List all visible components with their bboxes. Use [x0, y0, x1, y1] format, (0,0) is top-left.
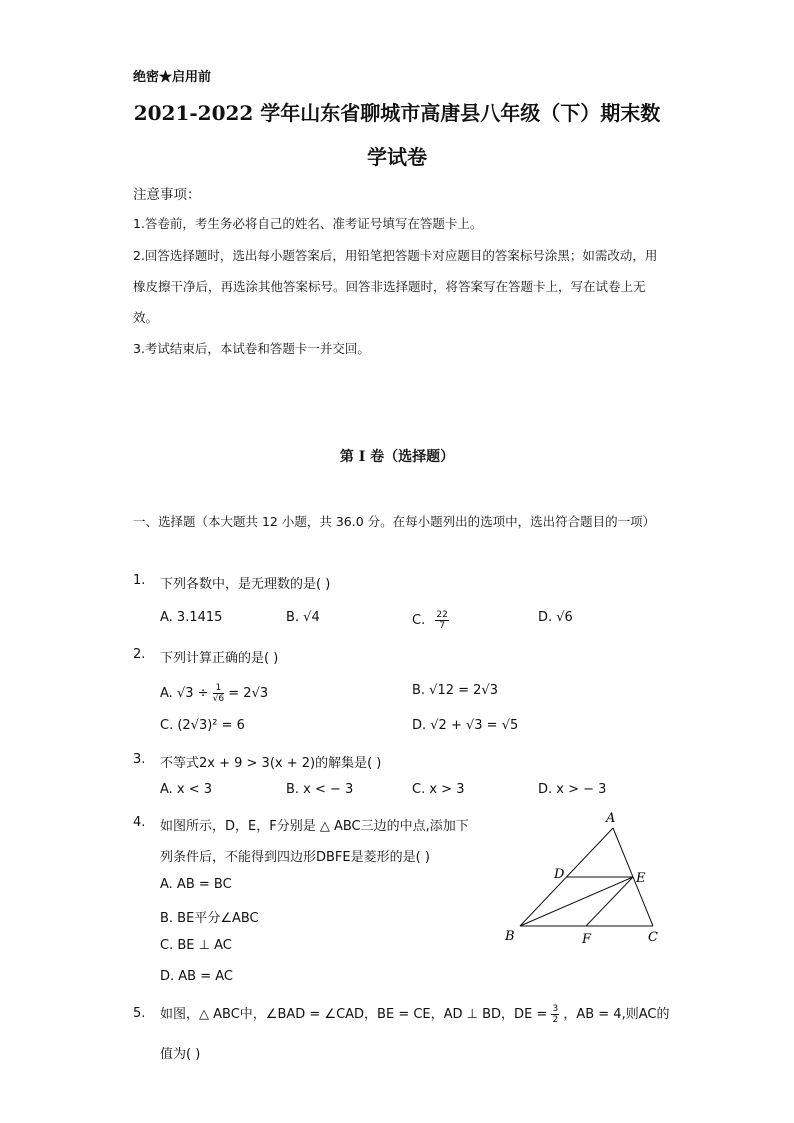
q2-option-a-expr1: √3 ÷ [176, 686, 209, 701]
q2-option-a-denominator: √6 [212, 694, 225, 704]
q5-number: 5. [133, 1006, 146, 1021]
q2-option-c: C. (2√3)² = 6 [160, 718, 245, 733]
label-f: F [582, 932, 592, 947]
q4-text-line2: 列条件后，不能得到四边形DBFE是菱形的是( ) [160, 850, 430, 865]
secret-label: 绝密★启用前 [133, 70, 212, 85]
q5-text-part-b: ，AB = 4,则AC的 [563, 1007, 670, 1022]
notice-item-3: 3.考试结束后，本试卷和答题卡一并交回。 [133, 341, 370, 356]
q2-option-a-label: A. [160, 686, 173, 701]
segment-fe [586, 877, 633, 926]
label-a: A [606, 811, 616, 826]
q5-text-line2: 值为( ) [160, 1047, 201, 1062]
q2-option-d: D. √2 + √3 = √5 [412, 718, 519, 733]
q3-number: 3. [133, 752, 146, 767]
q1-option-b: B. √4 [286, 610, 320, 625]
q1-option-c-label: C. [412, 613, 426, 628]
q3-option-c: C. x > 3 [412, 782, 465, 797]
notice-heading: 注意事项： [133, 187, 201, 203]
q3-option-b: B. x < − 3 [286, 782, 354, 797]
q4-option-a: A. AB = BC [160, 877, 232, 892]
triangle-figure [498, 808, 668, 948]
q1-option-c-numerator: 22 [436, 610, 448, 620]
q3-option-a: A. x < 3 [160, 782, 213, 797]
q1-option-a: A. 3.1415 [160, 610, 223, 625]
q2-text: 下列计算正确的是( ) [160, 651, 279, 666]
q1-option-c-denominator: 7 [439, 621, 445, 631]
q2-option-a-numerator: 1 [213, 683, 224, 694]
q1-text: 下列各数中，是无理数的是( ) [160, 577, 331, 592]
label-e: E [636, 871, 646, 886]
q4-option-d: D. AB = AC [160, 969, 233, 984]
q5-text-part-a: 如图，△ ABC中，∠BAD = ∠CAD，BE = CE，AD ⊥ BD，DE = [160, 1007, 548, 1022]
exam-title-line2: 学试卷 [367, 145, 427, 169]
q4-option-c: C. BE ⊥ AC [160, 938, 232, 953]
q1-option-d: D. √6 [538, 610, 573, 625]
label-d: D [554, 867, 565, 882]
q5-text-line1 [160, 1003, 669, 1025]
part-heading: 一、选择题（本大题共 12 小题，共 36.0 分。在每小题列出的选项中，选出符合题目的一项） [133, 514, 656, 529]
label-c: C [648, 930, 658, 945]
q1-number: 1. [133, 573, 146, 588]
label-b: B [505, 929, 515, 944]
q5-frac-numerator: 3 [552, 1004, 559, 1014]
q4-text-line1: 如图所示，D，E，F分别是 △ ABC三边的中点,添加下 [160, 819, 469, 834]
q4-number: 4. [133, 815, 146, 830]
q4-option-b: B. BE平分∠ABC [160, 911, 259, 926]
exam-title-line1: 2021-2022 学年山东省聊城市高唐县八年级（下）期末数 [133, 101, 661, 125]
q1-option-c [412, 610, 449, 631]
segment-be [520, 877, 633, 926]
section-title: 第 I 卷（选择题） [339, 449, 455, 465]
q2-number: 2. [133, 647, 146, 662]
notice-item-2: 2.回答选择题时，选出每小题答案后，用铅笔把答题卡对应题目的答案标号涂黑；如需改动，用橡皮擦干净后，再选涂其他答案标号。回答非选择题时，将答案写在答题卡上，写在试卷上无效。 [133, 248, 658, 325]
q2-option-b: B. √12 = 2√3 [412, 683, 498, 698]
notice-item-1: 1.答卷前，考生务必将自己的姓名、准考证号填写在答题卡上。 [133, 216, 483, 231]
q3-option-d: D. x > − 3 [538, 782, 607, 797]
q2-option-a [160, 683, 268, 704]
q3-text: 不等式2x + 9 > 3(x + 2)的解集是( ) [160, 756, 382, 771]
q5-frac-denominator: 2 [552, 1015, 559, 1025]
q2-option-a-expr2: = 2√3 [228, 686, 269, 701]
